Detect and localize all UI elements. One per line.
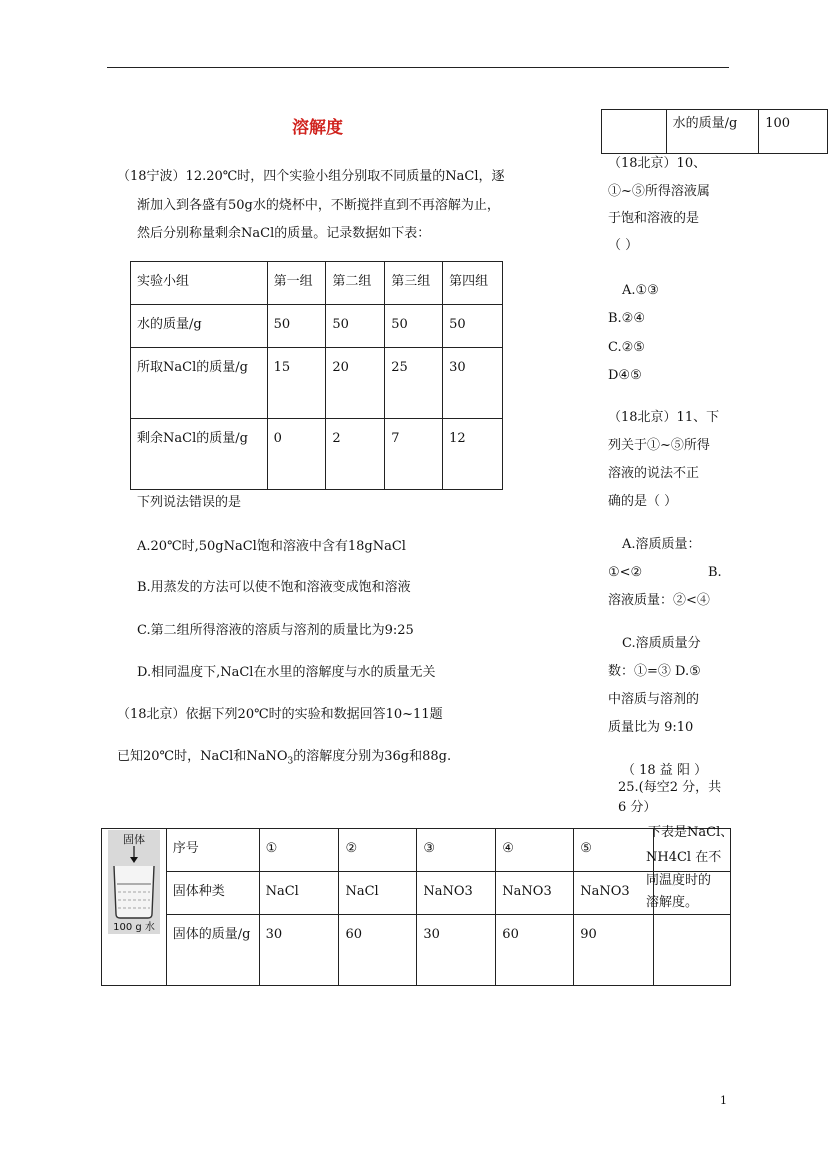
table-header-cell: 第一组 [267, 262, 326, 305]
table-cell: 50 [443, 305, 503, 348]
top-right-table [601, 109, 828, 154]
table-cell: NaCl [259, 872, 339, 915]
q11-line1: （18北京）11、下 [608, 410, 720, 425]
beaker-figure [108, 830, 160, 934]
table-row [102, 872, 731, 915]
table-cell: ④ [496, 829, 574, 872]
q12-prompt: 下列说法错误的是 [137, 495, 242, 510]
q11-line4: 确的是（ ） [608, 494, 678, 509]
table-cell: 序号 [166, 829, 259, 872]
q10-option-a: A.①③ [622, 283, 659, 298]
q11-option-d-1: 中溶质与溶剂的 [608, 692, 700, 707]
yiyang-line2: 25.(每空2 分，共 [618, 780, 722, 795]
q11-option-d-2: 质量比为 9:10 [608, 720, 694, 735]
q11-option-b: 溶液质量：②<④ [608, 593, 710, 608]
yiyang-line7: 溶解度。 [646, 895, 699, 910]
table-cell: 固体种类 [166, 872, 259, 915]
page-number: 1 [720, 1094, 727, 1107]
q11-option-b-label: B. [708, 565, 722, 580]
table-cell: 7 [385, 419, 443, 490]
table-header-cell: 第四组 [443, 262, 503, 305]
table-cell: ② [339, 829, 417, 872]
table-cell: 60 [339, 915, 417, 986]
table-cell: 12 [443, 419, 503, 490]
table-cell: 所取NaCl的质量/g [131, 348, 268, 419]
page-title: 溶解度 [292, 118, 343, 138]
table-row [131, 262, 503, 305]
q11-option-a-1: A.溶质质量： [622, 537, 701, 552]
yiyang-line6: 同温度时的 [646, 873, 712, 888]
bj-known: 已知20℃时，NaCl和NaNO$_3$的溶解度分别为36g和88g. [117, 749, 452, 767]
header-rule [107, 67, 729, 68]
yiyang-line4: 下表是NaCl、 [648, 825, 734, 840]
table-cell [602, 110, 667, 154]
table-cell: 60 [496, 915, 574, 986]
table-cell: 25 [385, 348, 443, 419]
table-cell: 30 [443, 348, 503, 419]
q10-option-d: D④⑤ [608, 368, 642, 383]
q12-data-table [130, 261, 503, 490]
table-header-cell: 第三组 [385, 262, 443, 305]
q10-option-b: B.②④ [608, 311, 645, 326]
table-cell: 2 [326, 419, 385, 490]
q12-option-b: B.用蒸发的方法可以使不饱和溶液变成饱和溶液 [137, 580, 411, 595]
table-cell: 100 [759, 110, 828, 154]
table-cell: NaNO3 [417, 872, 496, 915]
table-cell: 固体的质量/g [166, 915, 259, 986]
q10-line2: ①~⑤所得溶液属 [608, 184, 710, 199]
table-cell: 0 [267, 419, 326, 490]
table-cell: 90 [574, 915, 654, 986]
table-header-cell: 第二组 [326, 262, 385, 305]
table-cell: ⑤ [574, 829, 654, 872]
bj-intro: （18北京）依据下列20℃时的实验和数据回答10~11题 [117, 707, 443, 722]
table-cell: 50 [326, 305, 385, 348]
yiyang-line5: NH4Cl 在不 [646, 850, 722, 865]
table-row [131, 348, 503, 419]
table-row [602, 110, 828, 154]
table-row [102, 829, 731, 872]
table-cell: NaNO3 [574, 872, 654, 915]
q10-line4: （ ） [608, 238, 639, 253]
yiyang-line1: （ 18 益 阳 ） [622, 763, 708, 778]
q12-line2: 渐加入到各盛有50g水的烧杯中，不断搅拌直到不再溶解为止， [137, 198, 500, 213]
yiyang-line3: 6 分） [618, 800, 657, 815]
table-cell: 水的质量/g [131, 305, 268, 348]
q10-line1: （18北京）10、 [608, 156, 707, 171]
table-header-cell: 实验小组 [131, 262, 268, 305]
beaker-label-bottom: 100 g 水 [113, 922, 155, 933]
table-cell [654, 915, 731, 986]
q12-option-d: D.相同温度下,NaCl在水里的溶解度与水的质量无关 [137, 665, 436, 680]
table-cell: ③ [417, 829, 496, 872]
q12-option-a: A.20℃时,50gNaCl饱和溶液中含有18gNaCl [137, 539, 406, 554]
q11-option-c-2: 数：①=③ D.⑤ [608, 664, 701, 679]
q12-line1: （18宁波）12.20℃时，四个实验小组分别取不同质量的NaCl，逐 [117, 169, 505, 184]
q11-option-a-2: ①<② [608, 565, 643, 580]
q12-line3: 然后分别称量剩余NaCl的质量。记录数据如下表： [137, 226, 431, 241]
q11-line3: 溶液的说法不正 [608, 466, 700, 481]
table-cell: 20 [326, 348, 385, 419]
table-cell: 30 [417, 915, 496, 986]
q10-line3: 于饱和溶液的是 [608, 211, 700, 226]
q11-option-c-1: C.溶质质量分 [622, 636, 701, 651]
table-cell: 50 [267, 305, 326, 348]
table-row [131, 419, 503, 490]
table-cell: 15 [267, 348, 326, 419]
table-cell: ① [259, 829, 339, 872]
beaker-label-top: 固体 [123, 833, 145, 846]
table-cell: NaCl [339, 872, 417, 915]
bj-experiment-table [101, 828, 731, 986]
table-row [102, 915, 731, 986]
q10-option-c: C.②⑤ [608, 340, 645, 355]
table-cell: 30 [259, 915, 339, 986]
q11-line2: 列关于①~⑤所得 [608, 438, 710, 453]
table-cell: NaNO3 [496, 872, 574, 915]
q12-option-c: C.第二组所得溶液的溶质与溶剂的质量比为9:25 [137, 623, 414, 638]
table-cell: 水的质量/g [666, 110, 759, 154]
table-cell: 50 [385, 305, 443, 348]
table-row [131, 305, 503, 348]
table-cell: 剩余NaCl的质量/g [131, 419, 268, 490]
